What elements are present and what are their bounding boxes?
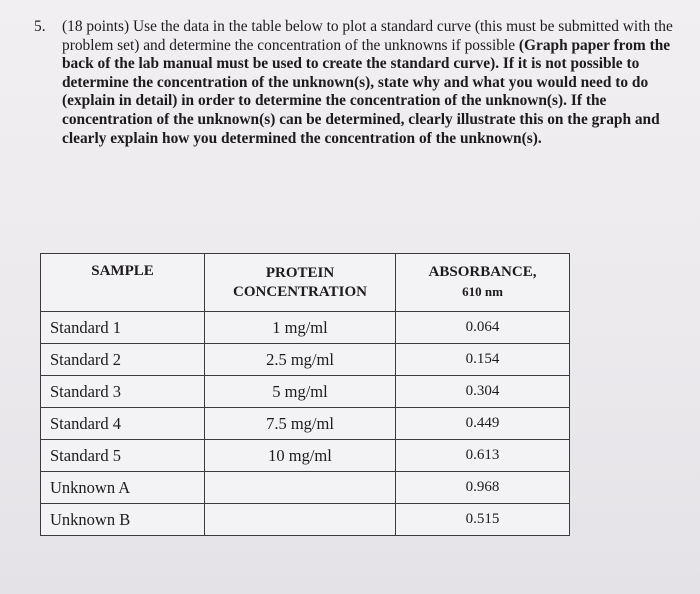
cell-concentration	[205, 472, 396, 504]
header-protein-concentration	[205, 254, 396, 312]
table-row	[41, 472, 570, 504]
cell-sample: Standard 1	[41, 312, 205, 344]
cell-absorbance: 0.515	[396, 504, 570, 536]
cell-absorbance: 0.449	[396, 408, 570, 440]
problem-bold-instructions: (Graph paper from the back of the lab manual must be used to create the standard curve). If it is not possible to determine the concentration of the unknown(s), state why and what you would need to do (explain in detail) in order to determine the concentration of the unknown(s). If the concentration of the unknown(s) can be determined, clearly illustrate this on the graph and clearly explain how you determined the concentration of the unknown(s).	[62, 36, 671, 147]
header-absorbance-line1: ABSORBANCE,	[428, 264, 537, 280]
table-row	[41, 408, 570, 440]
cell-absorbance: 0.064	[396, 312, 570, 344]
cell-concentration: 5 mg/ml	[205, 376, 396, 408]
cell-sample: Standard 3	[41, 376, 205, 408]
problem-points: (18 points)	[62, 18, 130, 35]
cell-sample: Unknown A	[41, 472, 205, 504]
cell-concentration: 2.5 mg/ml	[205, 344, 396, 376]
header-protein-line2: CONCENTRATION	[233, 283, 367, 300]
table-row	[41, 312, 570, 344]
header-absorbance	[396, 254, 570, 312]
table-header-row	[41, 254, 570, 312]
cell-absorbance: 0.304	[396, 376, 570, 408]
header-sample	[41, 254, 205, 312]
cell-sample: Standard 5	[41, 440, 205, 472]
cell-sample: Standard 2	[41, 344, 205, 376]
cell-absorbance: 0.968	[396, 472, 570, 504]
cell-sample: Standard 4	[41, 408, 205, 440]
problem-statement	[34, 18, 689, 148]
cell-concentration: 1 mg/ml	[205, 312, 396, 344]
cell-concentration	[205, 504, 396, 536]
header-absorbance-line2: 610 nm	[462, 284, 503, 299]
cell-absorbance: 0.613	[396, 440, 570, 472]
cell-concentration: 7.5 mg/ml	[205, 408, 396, 440]
header-sample-label: SAMPLE	[91, 263, 154, 279]
header-protein-line1: PROTEIN	[265, 264, 335, 281]
problem-number: 5.	[34, 18, 46, 35]
table-row	[41, 344, 570, 376]
table-row	[41, 504, 570, 536]
cell-sample: Unknown B	[41, 504, 205, 536]
cell-concentration: 10 mg/ml	[205, 440, 396, 472]
table-row	[41, 440, 570, 472]
problem-body	[62, 18, 689, 148]
cell-absorbance: 0.154	[396, 344, 570, 376]
table-row	[41, 376, 570, 408]
data-table	[40, 253, 570, 536]
problem-intro: Use the data in the table below to plot a standard curve (this must be submitted with the problem set) and determine the concentration of the unknowns if possible	[62, 18, 673, 54]
